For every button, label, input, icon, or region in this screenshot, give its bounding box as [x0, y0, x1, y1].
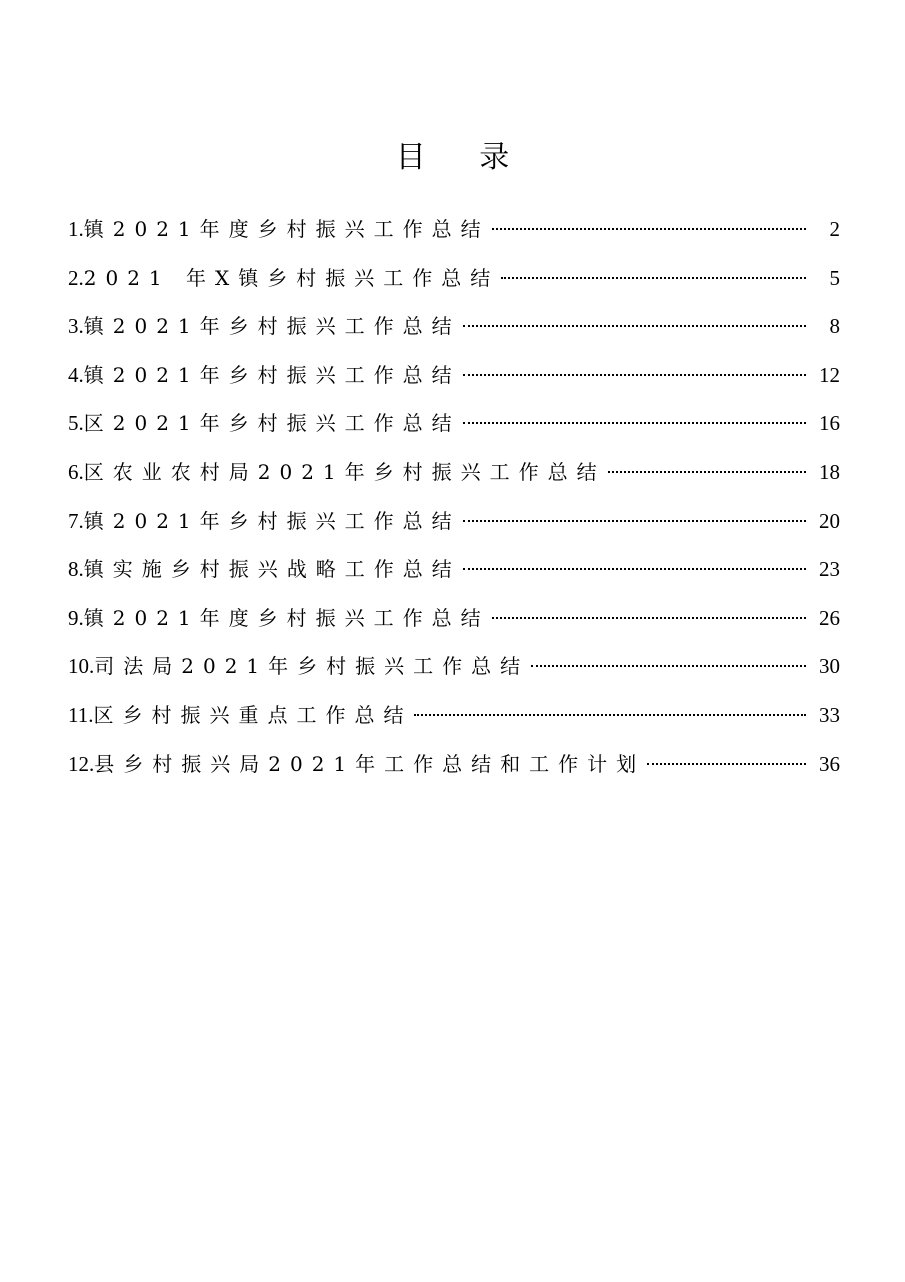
toc-entry[interactable] — [68, 742, 840, 791]
toc-entry-title: 司法局2021年乡村振兴工作总结 — [94, 654, 530, 679]
dot-leader — [463, 325, 806, 327]
toc-entry-page: 23 — [819, 557, 840, 582]
toc-entry-title: 区农业农村局2021年乡村振兴工作总结 — [83, 459, 606, 484]
toc-entry-number: 5. — [68, 411, 84, 436]
dot-leader — [463, 568, 806, 570]
toc-entry[interactable] — [68, 353, 840, 402]
toc-entry-page: 26 — [819, 605, 840, 630]
toc-entry[interactable] — [68, 401, 840, 450]
toc-entry[interactable] — [68, 499, 840, 548]
toc-entry-number: 10. — [68, 654, 95, 679]
toc-entry[interactable] — [68, 596, 840, 645]
toc-entry[interactable] — [68, 644, 840, 693]
dot-leader — [501, 277, 806, 279]
toc-entry[interactable] — [68, 256, 840, 305]
toc-entry-page: 2 — [829, 217, 840, 241]
toc-entry-page: 33 — [819, 702, 840, 727]
toc-entry[interactable] — [68, 693, 840, 742]
toc-entry-title: 2021 年X镇乡村振兴工作总结 — [83, 265, 500, 290]
table-of-contents — [68, 207, 840, 790]
toc-entry-title: 县乡村振兴局2021年工作总结和工作计划 — [94, 751, 646, 776]
toc-entry[interactable] — [68, 207, 840, 256]
toc-entry-page: 16 — [819, 411, 840, 436]
toc-entry-title: 镇2021年度乡村振兴工作总结 — [83, 217, 490, 241]
dot-leader — [463, 422, 806, 424]
toc-entry[interactable] — [68, 450, 840, 499]
toc-entry-page: 12 — [819, 362, 840, 387]
toc-entry-number: 3. — [68, 314, 84, 339]
toc-entry-page: 20 — [819, 508, 840, 533]
toc-entry-page: 36 — [819, 751, 840, 776]
dot-leader — [492, 617, 806, 619]
dot-leader — [531, 665, 806, 667]
toc-entry-page: 30 — [819, 654, 840, 679]
toc-entry-title: 镇2021年乡村振兴工作总结 — [83, 508, 461, 533]
toc-entry-number: 12. — [68, 751, 95, 776]
toc-entry-page: 18 — [819, 459, 840, 484]
toc-entry-number: 11. — [68, 702, 94, 727]
toc-entry-number: 9. — [68, 605, 84, 630]
toc-entry-title: 区乡村振兴重点工作总结 — [93, 702, 413, 727]
toc-entry-number: 8. — [68, 557, 84, 582]
toc-entry-title: 镇2021年乡村振兴工作总结 — [83, 362, 461, 387]
toc-entry-page: 8 — [829, 314, 840, 339]
toc-entry-title: 镇2021年乡村振兴工作总结 — [83, 314, 461, 339]
dot-leader — [492, 228, 806, 230]
dot-leader — [463, 520, 806, 522]
toc-entry[interactable] — [68, 304, 840, 353]
dot-leader — [463, 374, 806, 376]
toc-entry-number: 1. — [68, 217, 84, 241]
toc-entry-title: 镇实施乡村振兴战略工作总结 — [83, 557, 461, 582]
toc-entry-number: 6. — [68, 459, 84, 484]
toc-title: 目 录 — [395, 140, 532, 175]
toc-entry-title: 区2021年乡村振兴工作总结 — [83, 411, 461, 436]
toc-entry-number: 7. — [68, 508, 84, 533]
toc-entry-title: 镇2021年度乡村振兴工作总结 — [83, 605, 490, 630]
toc-entry-page: 5 — [829, 265, 840, 290]
toc-entry-number: 4. — [68, 362, 84, 387]
toc-entry-number: 2. — [68, 265, 84, 290]
dot-leader — [647, 763, 806, 765]
dot-leader — [414, 714, 806, 716]
dot-leader — [608, 471, 806, 473]
toc-entry[interactable] — [68, 547, 840, 596]
